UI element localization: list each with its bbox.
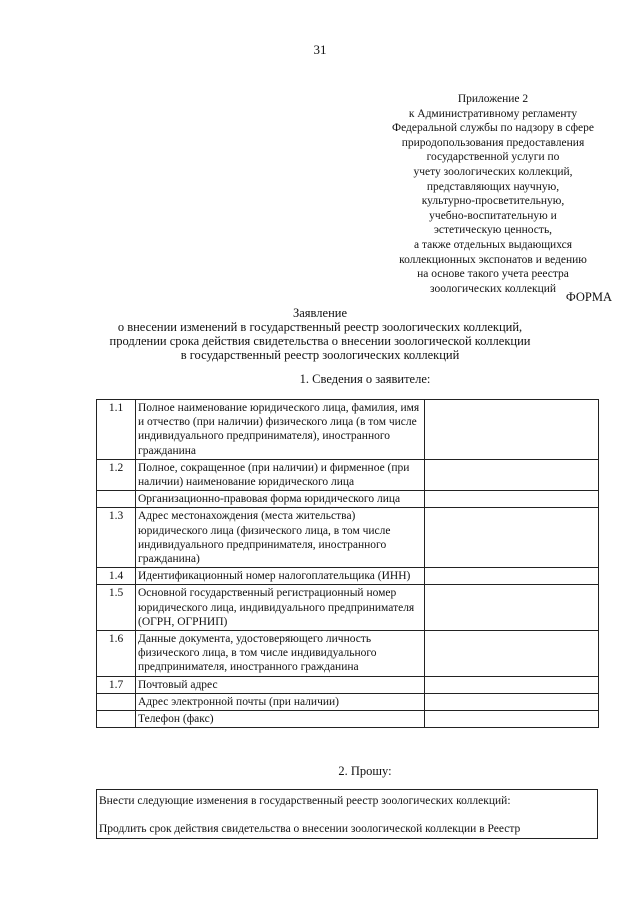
table-row (97, 631, 599, 677)
row-number: 1.2 (97, 459, 136, 490)
row-label: Телефон (факс) (136, 711, 425, 728)
request-option-extend[interactable]: Продлить срок действия свидетельства о внесении зоологической коллекции в Реестр (99, 823, 521, 835)
title-line: Заявление (292, 306, 347, 320)
row-value-field[interactable] (425, 585, 599, 631)
row-value-field[interactable] (425, 400, 599, 460)
row-label: Полное, сокращенное (при наличии) и фирменное (при наличии) наименование юридического лица (136, 459, 425, 490)
row-label: Адрес электронной почты (при наличии) (136, 693, 425, 710)
row-number: 1.5 (97, 585, 136, 631)
row-value-field[interactable] (425, 568, 599, 585)
appendix-line: а также отдельных выдающихся (413, 238, 573, 251)
row-number: 1.3 (97, 508, 136, 568)
row-label: Данные документа, удостоверяющего личность физического лица, в том числе индивидуального предпринимателя, иностранного гражданина (136, 631, 425, 677)
row-label: Почтовый адрес (136, 676, 425, 693)
table-row (97, 508, 599, 568)
request-option-changes[interactable]: Внести следующие изменения в государственный реестр зоологических коллекций: (99, 795, 511, 807)
title-line: продлении срока действия свидетельства о внесении зоологической коллекции (109, 334, 531, 348)
appendix-line: учету зоологических коллекций, (413, 165, 573, 178)
row-value-field[interactable] (425, 631, 599, 677)
page-number: 31 (313, 42, 327, 57)
row-value-field[interactable] (425, 711, 599, 728)
row-label: Основной государственный регистрационный номер юридического лица, индивидуального предпринимателя (ОГРН, ОГРНИП) (136, 585, 425, 631)
appendix-header (368, 92, 618, 296)
row-value-field[interactable] (425, 459, 599, 490)
appendix-line: зоологических коллекций (429, 282, 557, 295)
title-line: о внесении изменений в государственный реестр зоологических коллекций, (117, 320, 523, 334)
appendix-line: к Административному регламенту (408, 107, 578, 120)
appendix-line: Приложение 2 (457, 93, 529, 105)
table-row (97, 568, 599, 585)
table-row (97, 400, 599, 460)
table-row (97, 491, 599, 508)
row-number: 1.7 (97, 676, 136, 693)
title-line: в государственный реестр зоологических коллекций (180, 348, 460, 362)
appendix-line: представляющих научную, (426, 180, 560, 193)
table-row (97, 676, 599, 693)
form-label: ФОРМА (565, 290, 612, 304)
table-row (97, 693, 599, 710)
appendix-line: природопользования предоставления (401, 136, 585, 149)
table-row (97, 711, 599, 728)
request-box (96, 789, 598, 839)
appendix-line: эстетическую ценность, (433, 224, 553, 237)
row-number (97, 693, 136, 710)
row-label: Организационно-правовая форма юридического лица (136, 491, 425, 508)
section-2-heading: 2. Прошу: (338, 764, 392, 778)
appendix-line: коллекционных экспонатов и ведению (399, 253, 587, 266)
row-value-field[interactable] (425, 508, 599, 568)
appendix-line: учебно-воспитательную и (429, 209, 557, 222)
row-label: Полное наименование юридического лица, фамилия, имя и отчество (при наличии) физического лица (в том числе индивидуального предпринимателя), иностранного гражданина (136, 400, 425, 460)
appendix-line: на основе такого учета реестра (417, 268, 569, 281)
row-label: Адрес местонахождения (места жительства) юридического лица (физического лица, в том числе индивидуального предпринимателя, иностранного гражданина) (136, 508, 425, 568)
row-number: 1.1 (97, 400, 136, 460)
applicant-info-table (96, 399, 599, 728)
row-number: 1.6 (97, 631, 136, 677)
row-value-field[interactable] (425, 491, 599, 508)
section-1-heading: 1. Сведения о заявителе: (299, 372, 431, 386)
table-row (97, 459, 599, 490)
table-row (97, 585, 599, 631)
appendix-line: Федеральной службы по надзору в сфере (392, 122, 594, 135)
row-label: Идентификационный номер налогоплательщика (ИНН) (136, 568, 425, 585)
appendix-line: культурно-просветительную, (421, 195, 565, 208)
appendix-line: государственной услуги по (426, 151, 560, 164)
row-value-field[interactable] (425, 693, 599, 710)
application-title (0, 306, 640, 362)
row-number (97, 711, 136, 728)
row-number (97, 491, 136, 508)
row-number: 1.4 (97, 568, 136, 585)
row-value-field[interactable] (425, 676, 599, 693)
